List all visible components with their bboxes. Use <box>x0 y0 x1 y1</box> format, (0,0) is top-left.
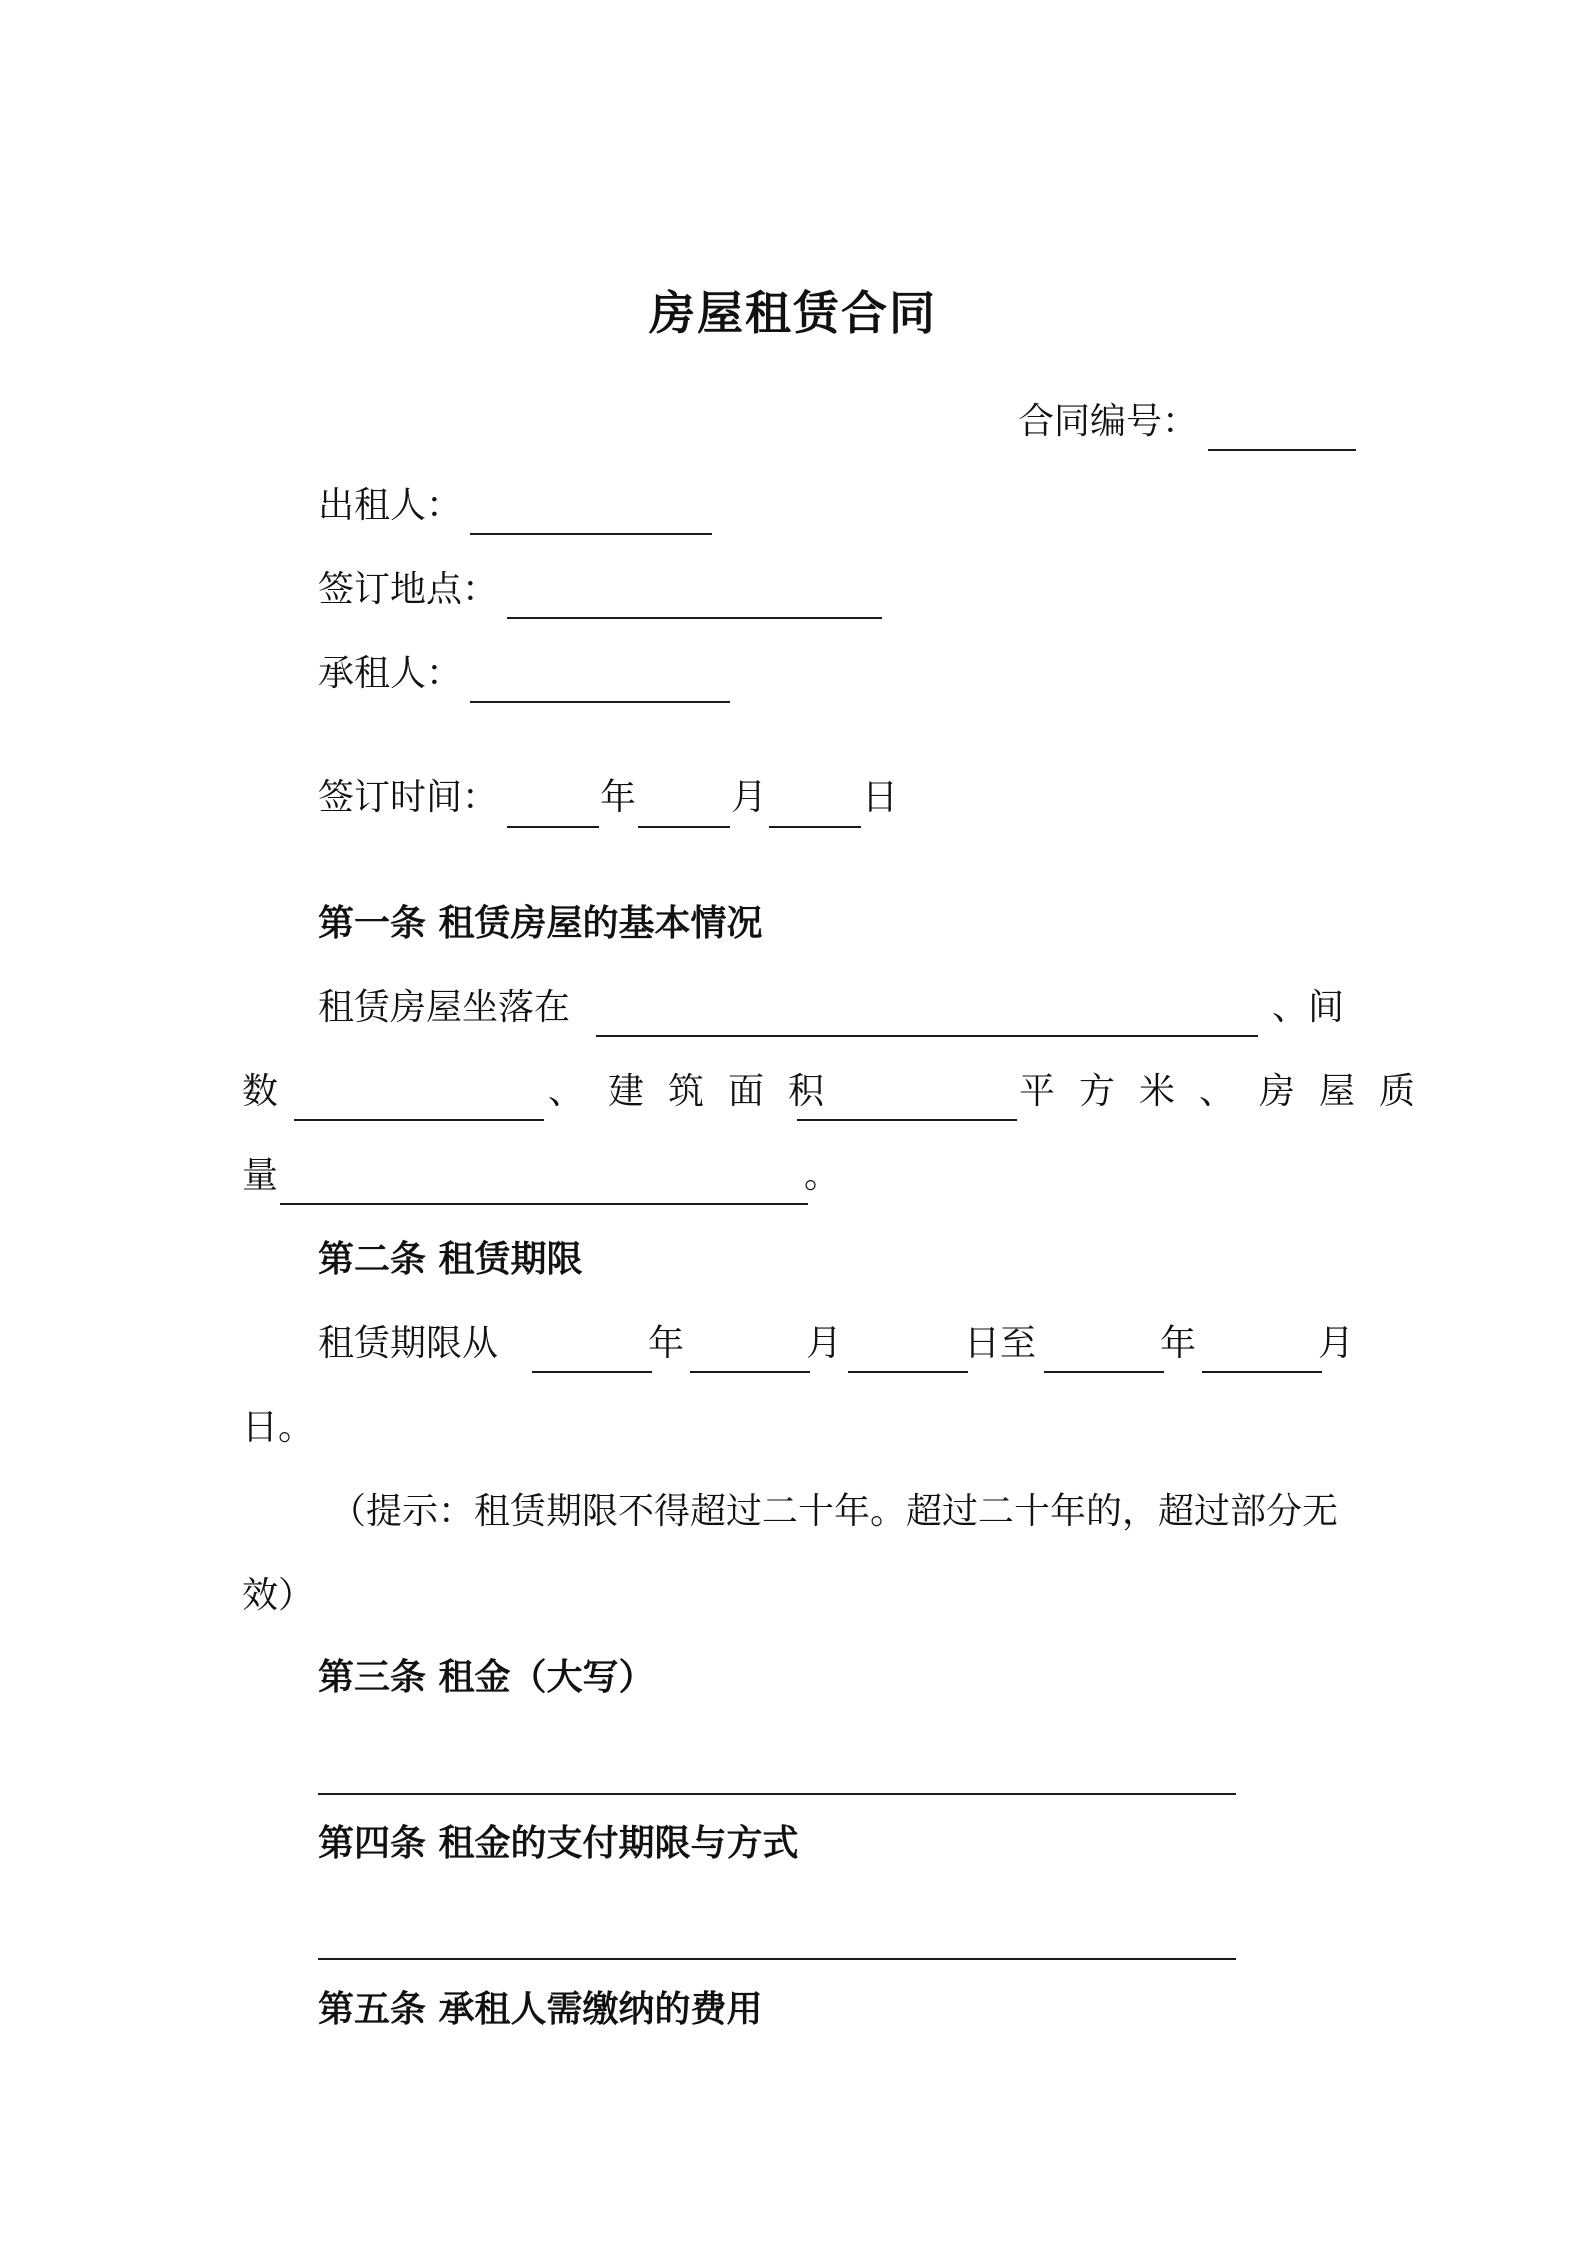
term-end-month-unit: 月 <box>1318 1323 1355 1364</box>
term-end-year-unit: 年 <box>1160 1323 1197 1364</box>
location-prefix: 租赁房屋坐落在 <box>318 987 571 1028</box>
quality-end: 。 <box>804 1155 841 1196</box>
article-5-heading: 第五条 承租人需缴纳的费用 <box>318 1989 763 2030</box>
sign-month-unit: 月 <box>731 777 768 818</box>
quality-blank[interactable] <box>280 1203 808 1205</box>
contract-no-blank[interactable] <box>1208 449 1356 451</box>
lessor-label: 出租人： <box>318 485 463 526</box>
term-start-year-blank[interactable] <box>532 1371 652 1373</box>
rooms-label: 数 <box>242 1071 279 1112</box>
term-end-month-blank[interactable] <box>1202 1371 1322 1373</box>
article-3-heading: 第三条 租金（大写） <box>318 1657 655 1698</box>
rent-amount-blank[interactable] <box>318 1793 1236 1795</box>
term-start-day-blank[interactable] <box>848 1371 968 1373</box>
lessee-blank[interactable] <box>470 701 730 703</box>
rooms-blank[interactable] <box>294 1119 544 1121</box>
lessee-label: 承租人： <box>318 653 463 694</box>
term-start-year-unit: 年 <box>648 1323 685 1364</box>
area-label: 、建筑面积 <box>548 1071 849 1112</box>
article-1-heading: 第一条 租赁房屋的基本情况 <box>318 903 763 944</box>
term-hint-line-1: （提示：租赁期限不得超过二十年。超过二十年的，超过部分无 <box>330 1491 1339 1532</box>
document-title: 房屋租赁合同 <box>649 285 937 340</box>
payment-terms-blank[interactable] <box>318 1958 1236 1960</box>
term-from-label: 租赁期限从 <box>318 1323 499 1364</box>
rooms-sep: 、间 <box>1272 987 1345 1028</box>
term-day-to: 日至 <box>964 1323 1037 1364</box>
sign-time-label: 签订时间： <box>318 777 499 818</box>
term-end-year-blank[interactable] <box>1044 1371 1164 1373</box>
term-hint-line-2: 效） <box>242 1575 315 1616</box>
article-2-heading: 第二条 租赁期限 <box>318 1239 583 1280</box>
area-blank[interactable] <box>797 1119 1017 1121</box>
sign-place-blank[interactable] <box>507 617 882 619</box>
location-blank[interactable] <box>596 1035 1258 1037</box>
contract-no-label: 合同编号： <box>1018 401 1199 442</box>
article-4-heading: 第四条 租金的支付期限与方式 <box>318 1823 799 1864</box>
sqm-quality-label: 平方米、房屋质 <box>1019 1071 1440 1112</box>
lessor-blank[interactable] <box>470 533 712 535</box>
term-end-day: 日。 <box>242 1407 315 1448</box>
quality-label: 量 <box>242 1155 279 1196</box>
sign-year-blank[interactable] <box>507 826 599 828</box>
term-start-month-unit: 月 <box>806 1323 843 1364</box>
sign-month-blank[interactable] <box>638 826 730 828</box>
sign-day-blank[interactable] <box>769 826 861 828</box>
term-start-month-blank[interactable] <box>690 1371 810 1373</box>
sign-year-unit: 年 <box>600 777 637 818</box>
sign-day-unit: 日 <box>862 777 899 818</box>
sign-place-label: 签订地点： <box>318 569 499 610</box>
